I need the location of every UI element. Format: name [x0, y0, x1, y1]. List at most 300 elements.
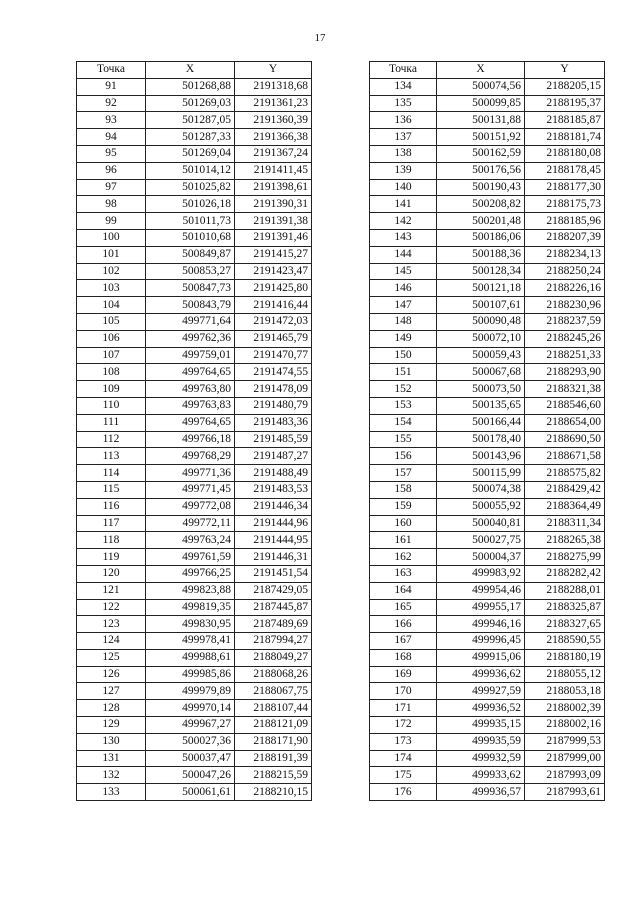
cell-y: 2188180,08 [525, 145, 605, 162]
table-row [370, 784, 605, 801]
table-row [370, 532, 605, 549]
cell-x: 499955,17 [437, 599, 525, 616]
cell-x: 499946,16 [437, 616, 525, 633]
cell-y: 2188002,39 [525, 700, 605, 717]
cell-x: 499935,15 [437, 717, 525, 734]
cell-point: 114 [77, 465, 146, 482]
table-row [77, 582, 312, 599]
table-row [77, 767, 312, 784]
cell-y: 2191472,03 [235, 313, 312, 330]
cell-point: 120 [77, 565, 146, 582]
cell-x: 500090,48 [437, 313, 525, 330]
cell-y: 2188205,15 [525, 78, 605, 95]
cell-point: 139 [370, 162, 437, 179]
cell-y: 2191488,49 [235, 465, 312, 482]
cell-x: 500843,79 [146, 297, 235, 314]
cell-point: 142 [370, 213, 437, 230]
table-body-right [370, 78, 605, 800]
cell-y: 2188250,24 [525, 263, 605, 280]
cell-point: 116 [77, 498, 146, 515]
cell-point: 151 [370, 364, 437, 381]
header-y: Y [525, 62, 605, 79]
cell-x: 499768,29 [146, 448, 235, 465]
cell-point: 133 [77, 784, 146, 801]
cell-y: 2187993,09 [525, 767, 605, 784]
cell-x: 499983,92 [437, 565, 525, 582]
cell-y: 2191425,80 [235, 280, 312, 297]
table-row [77, 330, 312, 347]
table-row [370, 162, 605, 179]
cell-y: 2191416,44 [235, 297, 312, 314]
cell-point: 141 [370, 196, 437, 213]
table-row [370, 498, 605, 515]
cell-x: 499933,62 [437, 767, 525, 784]
cell-y: 2188275,99 [525, 549, 605, 566]
cell-point: 172 [370, 717, 437, 734]
cell-point: 123 [77, 616, 146, 633]
cell-x: 500178,40 [437, 431, 525, 448]
cell-y: 2191483,36 [235, 414, 312, 431]
table-row [77, 364, 312, 381]
cell-y: 2191391,46 [235, 229, 312, 246]
cell-point: 166 [370, 616, 437, 633]
cell-point: 159 [370, 498, 437, 515]
cell-y: 2188288,01 [525, 582, 605, 599]
cell-y: 2191451,54 [235, 565, 312, 582]
cell-x: 500190,43 [437, 179, 525, 196]
table-row [370, 633, 605, 650]
table-header-row [370, 62, 605, 79]
cell-y: 2191390,31 [235, 196, 312, 213]
cell-y: 2188049,27 [235, 649, 312, 666]
cell-point: 113 [77, 448, 146, 465]
cell-point: 101 [77, 246, 146, 263]
cell-point: 169 [370, 666, 437, 683]
cell-y: 2187999,00 [525, 750, 605, 767]
table-row [370, 565, 605, 582]
table-row [77, 465, 312, 482]
cell-y: 2188265,38 [525, 532, 605, 549]
cell-y: 2188171,90 [235, 733, 312, 750]
cell-x: 500099,85 [437, 95, 525, 112]
table-row [77, 246, 312, 263]
cell-point: 175 [370, 767, 437, 784]
cell-y: 2188325,87 [525, 599, 605, 616]
table-row [77, 431, 312, 448]
table-row [370, 717, 605, 734]
table-row [370, 381, 605, 398]
cell-y: 2188654,00 [525, 414, 605, 431]
cell-point: 107 [77, 347, 146, 364]
cell-x: 500074,56 [437, 78, 525, 95]
cell-y: 2191446,31 [235, 549, 312, 566]
table-row [370, 481, 605, 498]
cell-point: 115 [77, 481, 146, 498]
table-row [77, 700, 312, 717]
table-row [77, 179, 312, 196]
table-row [370, 145, 605, 162]
cell-y: 2191478,09 [235, 381, 312, 398]
table-row [77, 532, 312, 549]
table-row [77, 784, 312, 801]
cell-point: 95 [77, 145, 146, 162]
cell-x: 500143,96 [437, 448, 525, 465]
cell-y: 2188177,30 [525, 179, 605, 196]
cell-y: 2191398,61 [235, 179, 312, 196]
cell-y: 2191474,55 [235, 364, 312, 381]
cell-point: 148 [370, 313, 437, 330]
cell-point: 119 [77, 549, 146, 566]
cell-x: 499771,64 [146, 313, 235, 330]
cell-y: 2187999,53 [525, 733, 605, 750]
table-row [370, 347, 605, 364]
cell-y: 2191318,68 [235, 78, 312, 95]
table-row [370, 683, 605, 700]
table-row [370, 95, 605, 112]
cell-x: 500115,99 [437, 465, 525, 482]
table-body-left [77, 78, 312, 800]
cell-x: 499936,52 [437, 700, 525, 717]
cell-x: 500166,44 [437, 414, 525, 431]
header-x: X [146, 62, 235, 79]
cell-x: 500027,36 [146, 733, 235, 750]
table-row [370, 280, 605, 297]
table-row [370, 465, 605, 482]
cell-point: 174 [370, 750, 437, 767]
cell-point: 162 [370, 549, 437, 566]
cell-x: 500186,06 [437, 229, 525, 246]
cell-x: 500151,92 [437, 129, 525, 146]
table-row [370, 112, 605, 129]
cell-point: 106 [77, 330, 146, 347]
table-row [370, 549, 605, 566]
cell-point: 134 [370, 78, 437, 95]
cell-y: 2187429,05 [235, 582, 312, 599]
cell-x: 500059,43 [437, 347, 525, 364]
cell-y: 2188210,15 [235, 784, 312, 801]
cell-point: 170 [370, 683, 437, 700]
cell-y: 2191361,23 [235, 95, 312, 112]
cell-y: 2188311,34 [525, 515, 605, 532]
cell-y: 2191411,45 [235, 162, 312, 179]
cell-x: 499761,59 [146, 549, 235, 566]
cell-x: 500188,36 [437, 246, 525, 263]
cell-point: 102 [77, 263, 146, 280]
cell-y: 2188282,42 [525, 565, 605, 582]
cell-x: 500074,38 [437, 481, 525, 498]
table-row [370, 179, 605, 196]
table-row [370, 515, 605, 532]
cell-point: 105 [77, 313, 146, 330]
cell-y: 2188207,39 [525, 229, 605, 246]
cell-x: 499763,24 [146, 532, 235, 549]
table-row [77, 666, 312, 683]
cell-point: 165 [370, 599, 437, 616]
cell-y: 2188237,59 [525, 313, 605, 330]
cell-point: 160 [370, 515, 437, 532]
cell-point: 173 [370, 733, 437, 750]
table-row [77, 313, 312, 330]
cell-x: 501268,88 [146, 78, 235, 95]
table-row [370, 448, 605, 465]
cell-x: 499766,18 [146, 431, 235, 448]
cell-y: 2188327,65 [525, 616, 605, 633]
header-x: X [437, 62, 525, 79]
cell-point: 136 [370, 112, 437, 129]
cell-y: 2187489,69 [235, 616, 312, 633]
cell-y: 2188226,16 [525, 280, 605, 297]
cell-x: 500040,81 [437, 515, 525, 532]
cell-point: 125 [77, 649, 146, 666]
cell-point: 100 [77, 229, 146, 246]
cell-x: 499979,89 [146, 683, 235, 700]
cell-point: 110 [77, 397, 146, 414]
cell-x: 501287,33 [146, 129, 235, 146]
cell-y: 2191483,53 [235, 481, 312, 498]
cell-x: 499996,45 [437, 633, 525, 650]
cell-x: 500121,18 [437, 280, 525, 297]
cell-x: 499819,35 [146, 599, 235, 616]
cell-x: 501269,04 [146, 145, 235, 162]
cell-y: 2188053,18 [525, 683, 605, 700]
table-row [77, 481, 312, 498]
table-row [370, 750, 605, 767]
cell-x: 501010,68 [146, 229, 235, 246]
table-row [370, 196, 605, 213]
cell-point: 92 [77, 95, 146, 112]
cell-y: 2191465,79 [235, 330, 312, 347]
cell-x: 499762,36 [146, 330, 235, 347]
table-row [370, 649, 605, 666]
cell-point: 138 [370, 145, 437, 162]
table-row [370, 616, 605, 633]
cell-y: 2191444,95 [235, 532, 312, 549]
cell-y: 2191446,34 [235, 498, 312, 515]
cell-x: 500847,73 [146, 280, 235, 297]
table-row [370, 733, 605, 750]
header-y: Y [235, 62, 312, 79]
cell-x: 500073,50 [437, 381, 525, 398]
cell-y: 2188002,16 [525, 717, 605, 734]
cell-point: 150 [370, 347, 437, 364]
table-row [77, 498, 312, 515]
cell-y: 2188546,60 [525, 397, 605, 414]
cell-point: 111 [77, 414, 146, 431]
cell-point: 158 [370, 481, 437, 498]
cell-x: 499927,59 [437, 683, 525, 700]
cell-point: 135 [370, 95, 437, 112]
cell-y: 2187994,27 [235, 633, 312, 650]
cell-y: 2188671,58 [525, 448, 605, 465]
cell-x: 501025,82 [146, 179, 235, 196]
cell-x: 499936,57 [437, 784, 525, 801]
cell-y: 2191487,27 [235, 448, 312, 465]
cell-y: 2188055,12 [525, 666, 605, 683]
cell-point: 108 [77, 364, 146, 381]
cell-y: 2187445,87 [235, 599, 312, 616]
table-row [77, 649, 312, 666]
cell-point: 97 [77, 179, 146, 196]
cell-y: 2191360,39 [235, 112, 312, 129]
cell-point: 109 [77, 381, 146, 398]
cell-y: 2188230,96 [525, 297, 605, 314]
cell-point: 144 [370, 246, 437, 263]
cell-point: 164 [370, 582, 437, 599]
cell-point: 132 [77, 767, 146, 784]
cell-point: 127 [77, 683, 146, 700]
cell-x: 499935,59 [437, 733, 525, 750]
cell-point: 124 [77, 633, 146, 650]
cell-x: 499763,83 [146, 397, 235, 414]
table-row [370, 313, 605, 330]
cell-y: 2188429,42 [525, 481, 605, 498]
cell-x: 499771,45 [146, 481, 235, 498]
cell-y: 2188178,45 [525, 162, 605, 179]
table-row [77, 297, 312, 314]
cell-x: 499915,06 [437, 649, 525, 666]
cell-point: 126 [77, 666, 146, 683]
cell-x: 499766,25 [146, 565, 235, 582]
cell-point: 157 [370, 465, 437, 482]
table-row [370, 666, 605, 683]
cell-point: 122 [77, 599, 146, 616]
cell-y: 2188195,37 [525, 95, 605, 112]
cell-x: 499771,36 [146, 465, 235, 482]
table-row [77, 280, 312, 297]
cell-y: 2191485,59 [235, 431, 312, 448]
cell-y: 2188181,74 [525, 129, 605, 146]
cell-x: 499764,65 [146, 414, 235, 431]
cell-point: 146 [370, 280, 437, 297]
cell-point: 167 [370, 633, 437, 650]
cell-point: 91 [77, 78, 146, 95]
cell-y: 2188175,73 [525, 196, 605, 213]
cell-x: 499830,95 [146, 616, 235, 633]
table-row [370, 397, 605, 414]
cell-x: 500037,47 [146, 750, 235, 767]
table-row [77, 196, 312, 213]
cell-x: 500072,10 [437, 330, 525, 347]
cell-point: 163 [370, 565, 437, 582]
cell-point: 156 [370, 448, 437, 465]
cell-y: 2187993,61 [525, 784, 605, 801]
cell-y: 2188690,50 [525, 431, 605, 448]
cell-x: 501269,03 [146, 95, 235, 112]
table-row [77, 599, 312, 616]
cell-y: 2191423,47 [235, 263, 312, 280]
table-row [77, 633, 312, 650]
cell-x: 499759,01 [146, 347, 235, 364]
cell-y: 2188185,96 [525, 213, 605, 230]
cell-y: 2188575,82 [525, 465, 605, 482]
cell-y: 2188321,38 [525, 381, 605, 398]
cell-x: 500004,37 [437, 549, 525, 566]
table-row [77, 733, 312, 750]
cell-point: 140 [370, 179, 437, 196]
table-row [77, 414, 312, 431]
coordinates-table-left [76, 61, 312, 801]
cell-x: 499823,88 [146, 582, 235, 599]
cell-x: 499967,27 [146, 717, 235, 734]
cell-point: 103 [77, 280, 146, 297]
cell-x: 499772,11 [146, 515, 235, 532]
cell-y: 2188215,59 [235, 767, 312, 784]
cell-x: 500128,34 [437, 263, 525, 280]
cell-y: 2188068,26 [235, 666, 312, 683]
page-number: 17 [314, 32, 326, 44]
cell-x: 499772,08 [146, 498, 235, 515]
cell-y: 2188293,90 [525, 364, 605, 381]
cell-point: 176 [370, 784, 437, 801]
table-row [77, 229, 312, 246]
cell-y: 2188364,49 [525, 498, 605, 515]
cell-x: 500131,88 [437, 112, 525, 129]
cell-x: 500061,61 [146, 784, 235, 801]
cell-x: 500208,82 [437, 196, 525, 213]
cell-y: 2188180,19 [525, 649, 605, 666]
cell-point: 93 [77, 112, 146, 129]
cell-y: 2188067,75 [235, 683, 312, 700]
cell-point: 117 [77, 515, 146, 532]
cell-x: 499764,65 [146, 364, 235, 381]
cell-x: 500047,26 [146, 767, 235, 784]
cell-x: 499954,46 [437, 582, 525, 599]
cell-x: 499936,62 [437, 666, 525, 683]
cell-point: 154 [370, 414, 437, 431]
cell-point: 168 [370, 649, 437, 666]
cell-y: 2191480,79 [235, 397, 312, 414]
table-row [77, 95, 312, 112]
table-row [370, 700, 605, 717]
table-row [370, 767, 605, 784]
cell-x: 499988,61 [146, 649, 235, 666]
cell-point: 149 [370, 330, 437, 347]
table-row [370, 414, 605, 431]
cell-point: 143 [370, 229, 437, 246]
cell-x: 501287,05 [146, 112, 235, 129]
cell-x: 500853,27 [146, 263, 235, 280]
cell-point: 129 [77, 717, 146, 734]
cell-point: 118 [77, 532, 146, 549]
cell-point: 104 [77, 297, 146, 314]
table-row [77, 397, 312, 414]
table-row [370, 431, 605, 448]
cell-point: 96 [77, 162, 146, 179]
cell-point: 131 [77, 750, 146, 767]
table-row [77, 515, 312, 532]
cell-x: 500027,75 [437, 532, 525, 549]
table-row [370, 213, 605, 230]
table-row [77, 145, 312, 162]
cell-point: 121 [77, 582, 146, 599]
table-row [77, 683, 312, 700]
cell-y: 2188234,13 [525, 246, 605, 263]
cell-x: 500135,65 [437, 397, 525, 414]
table-row [370, 263, 605, 280]
table-row [370, 364, 605, 381]
cell-x: 500201,48 [437, 213, 525, 230]
cell-point: 98 [77, 196, 146, 213]
table-row [77, 616, 312, 633]
cell-y: 2191444,96 [235, 515, 312, 532]
table-row [370, 129, 605, 146]
table-row [77, 78, 312, 95]
table-row [77, 549, 312, 566]
cell-y: 2191366,38 [235, 129, 312, 146]
cell-point: 137 [370, 129, 437, 146]
cell-point: 147 [370, 297, 437, 314]
table-row [77, 129, 312, 146]
